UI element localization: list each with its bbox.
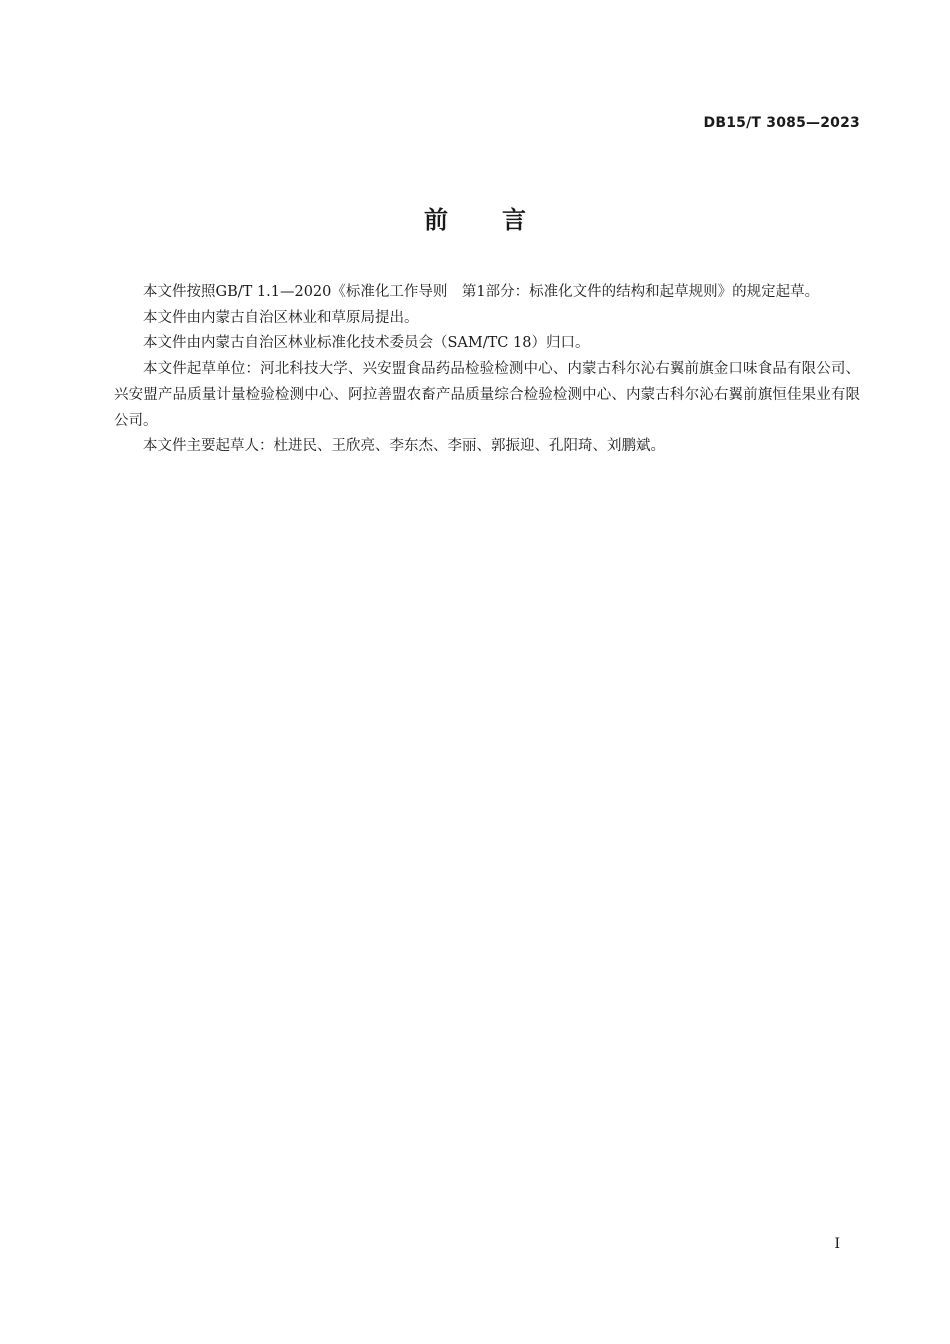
- paragraph-drafters: 本文件主要起草人：杜进民、王欣亮、李东杰、李丽、郭振迎、孔阳琦、刘鹏斌。: [143, 438, 665, 455]
- paragraph-proposer: 本文件由内蒙古自治区林业和草原局提出。: [143, 309, 419, 326]
- page-title: [0, 200, 950, 235]
- paragraph-centralized-by: 本文件由内蒙古自治区林业标准化技术委员会（SAM/TC 18）归口。: [143, 335, 590, 352]
- page-number: I: [834, 1236, 840, 1252]
- foreword-body: [114, 280, 860, 460]
- page-title-char-1: 前: [424, 206, 448, 234]
- page-title-char-2: 言: [502, 206, 526, 234]
- paragraph-drafting-rules: 本文件按照GB/T 1.1—2020《标准化工作导则 第1部分：标准化文件的结构和起草规则》的规定起草。: [143, 284, 820, 300]
- paragraph-drafting-units: 本文件起草单位：河北科技大学、兴安盟食品药品检验检测中心、内蒙古科尔沁右翼前旗金口味食品有限公司、兴安盟产品质量计量检验检测中心、阿拉善盟农畜产品质量综合检验检测中心、内蒙古科尔沁右翼前旗恒佳果业有限公司。: [114, 361, 860, 429]
- document-code: DB15/T 3085—2023: [703, 115, 860, 131]
